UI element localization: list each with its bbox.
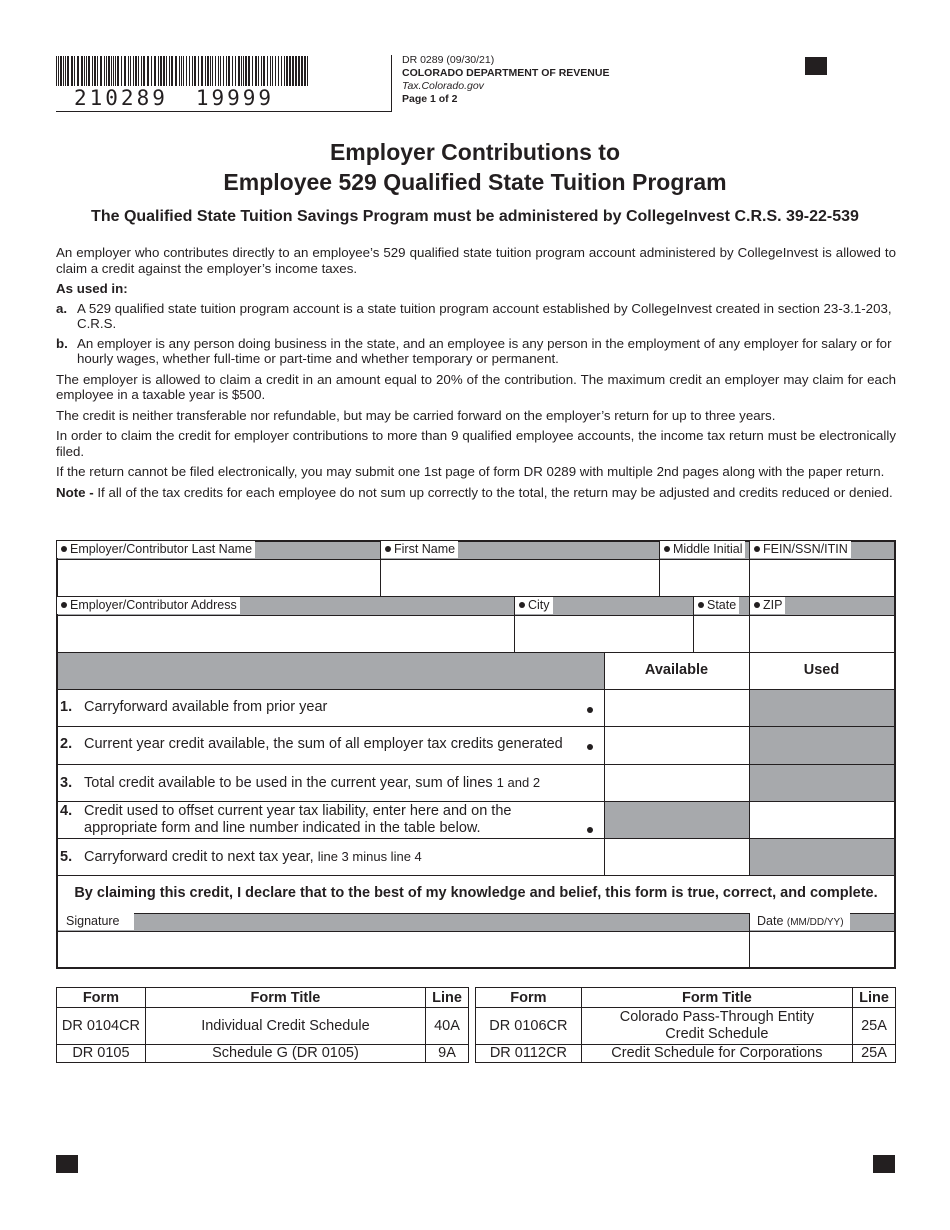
- line-1-label: 1. Carryforward available from prior year: [60, 699, 328, 715]
- form-header-info: [402, 54, 609, 106]
- page-subtitle: The Qualified State Tuition Savings Program must be administered by CollegeInvest C.R.S. 39-22-539: [91, 208, 859, 225]
- line-2-label: 2. Current year credit available, the sum of all employer tax credits generated: [60, 736, 563, 752]
- line-3-available-input[interactable]: [605, 765, 748, 801]
- date-label: Date (MM/DD/YY): [750, 913, 850, 930]
- first-name-input[interactable]: [381, 560, 658, 596]
- line-4-bullet: [587, 827, 593, 833]
- table-row: DR 0106CR Colorado Pass-Through Entity Credit Schedule 25A: [476, 1008, 896, 1045]
- city-label: City: [515, 597, 553, 614]
- form-title-column-header: Form Title: [581, 988, 852, 1008]
- form-column-header: Form: [476, 988, 582, 1008]
- middle-initial-input[interactable]: [660, 560, 748, 596]
- transfer-paragraph: The credit is neither transferable nor refundable, but may be carried forward on the employer’s return for up to three years.: [56, 407, 776, 423]
- table-row: DR 0105 Schedule G (DR 0105) 9A: [57, 1045, 469, 1063]
- definition-a: a. A 529 qualified state tuition program account is a state tuition program account established by CollegeInvest created in section 23-3.1-203, C.R.S.: [56, 300, 892, 331]
- line-3-label: 3. Total credit available to be used in the current year, sum of lines 1 and 2: [60, 775, 541, 791]
- page-title: [0, 137, 950, 197]
- line-5-label: 5. Carryforward credit to next tax year, line 3 minus line 4: [60, 849, 422, 865]
- credit-paragraph: The employer is allowed to claim a credit in an amount equal to 20% of the contribution. The maximum credit an employer may claim for each employee in a taxable year is $500.: [56, 371, 896, 402]
- used-column-header: Used: [803, 662, 840, 678]
- last-name-label: Employer/Contributor Last Name: [57, 541, 255, 558]
- zip-label: ZIP: [750, 597, 785, 614]
- form-title-column-header: Form Title: [145, 988, 425, 1008]
- barcode: [56, 56, 310, 86]
- signature-label: Signature: [58, 913, 134, 930]
- table-row: DR 0112CR Credit Schedule for Corporations 25A: [476, 1045, 896, 1063]
- used-cell-line-2: [749, 726, 894, 764]
- address-input[interactable]: [58, 616, 513, 652]
- available-cell-line-4: [604, 801, 749, 838]
- reference-table-right: [475, 987, 896, 1063]
- last-name-input[interactable]: [58, 560, 379, 596]
- form-column-header: Form: [57, 988, 146, 1008]
- state-input[interactable]: [694, 616, 748, 652]
- registration-mark-top-right: [805, 57, 827, 75]
- page-number: Page 1 of 2: [402, 93, 458, 105]
- line-1-available-input[interactable]: [605, 690, 748, 726]
- used-cell-line-3: [749, 764, 894, 801]
- available-column-header: Available: [644, 662, 709, 678]
- fein-input[interactable]: [750, 560, 893, 596]
- first-name-label: First Name: [381, 541, 458, 558]
- department-name: COLORADO DEPARTMENT OF REVENUE: [402, 67, 610, 79]
- column-header-bar: [56, 652, 604, 689]
- reference-table-left: [56, 987, 469, 1063]
- fein-label: FEIN/SSN/ITIN: [750, 541, 851, 558]
- middle-initial-label: Middle Initial: [660, 541, 745, 558]
- zip-input[interactable]: [750, 616, 893, 652]
- line-2-bullet: [587, 744, 593, 750]
- note-paragraph: Note - If all of the tax credits for each employee do not sum up correctly to the total, the return may be adjusted and credits reduced or denied.: [56, 484, 893, 500]
- form-id: DR 0289 (09/30/21): [402, 54, 495, 66]
- declaration-statement: By claiming this credit, I declare that to the best of my knowledge and belief, this form is true, correct, and complete.: [74, 885, 878, 901]
- date-input[interactable]: [750, 932, 893, 967]
- address-label: Employer/Contributor Address: [57, 597, 240, 614]
- line-column-header: Line: [426, 988, 469, 1008]
- definition-b: b. An employer is any person doing business in the state, and an employee is any person in the employment of any employer for salary or for hourly wages, whether full-time or part-time and whether temporary or permanent.: [56, 335, 892, 366]
- line-2-available-input[interactable]: [605, 727, 748, 764]
- intro-paragraph: An employer who contributes directly to an employee’s 529 qualified state tuition program account administered by CollegeInvest is allowed to claim a credit against the employer’s income taxes.: [56, 245, 896, 276]
- title-line-2: Employee 529 Qualified State Tuition Program: [223, 169, 727, 195]
- barcode-number: 210289 19999: [74, 86, 275, 110]
- header-divider: [391, 55, 392, 112]
- table-row: DR 0104CR Individual Credit Schedule 40A: [57, 1008, 469, 1045]
- line-column-header: Line: [853, 988, 896, 1008]
- electronic-paragraph: In order to claim the credit for employer contributions to more than 9 qualified employee accounts, the income tax return must be electronically filed.: [56, 428, 896, 459]
- paper-paragraph: If the return cannot be filed electronically, you may submit one 1st page of form DR 0289 with multiple 2nd pages along with the paper return.: [56, 464, 885, 479]
- instructions: [56, 245, 896, 505]
- as-used-in-heading: As used in:: [56, 281, 128, 296]
- signature-input[interactable]: [58, 932, 748, 967]
- line-4-label: 4. Credit used to offset current year tax liability, enter here and on the appropriate form and line number indicated in the table below.: [60, 803, 512, 836]
- state-label: State: [694, 597, 739, 614]
- website: Tax.Colorado.gov: [402, 80, 484, 92]
- city-input[interactable]: [515, 616, 692, 652]
- header-rule: [56, 111, 391, 112]
- title-line-1: Employer Contributions to: [329, 139, 621, 165]
- line-1-bullet: [587, 707, 593, 713]
- used-cell-line-5: [749, 838, 894, 875]
- line-4-used-input[interactable]: [750, 802, 893, 838]
- line-5-available-input[interactable]: [605, 839, 748, 875]
- registration-mark-bottom-right: [873, 1155, 895, 1173]
- used-cell-line-1: [749, 689, 894, 726]
- registration-mark-bottom-left: [56, 1155, 78, 1173]
